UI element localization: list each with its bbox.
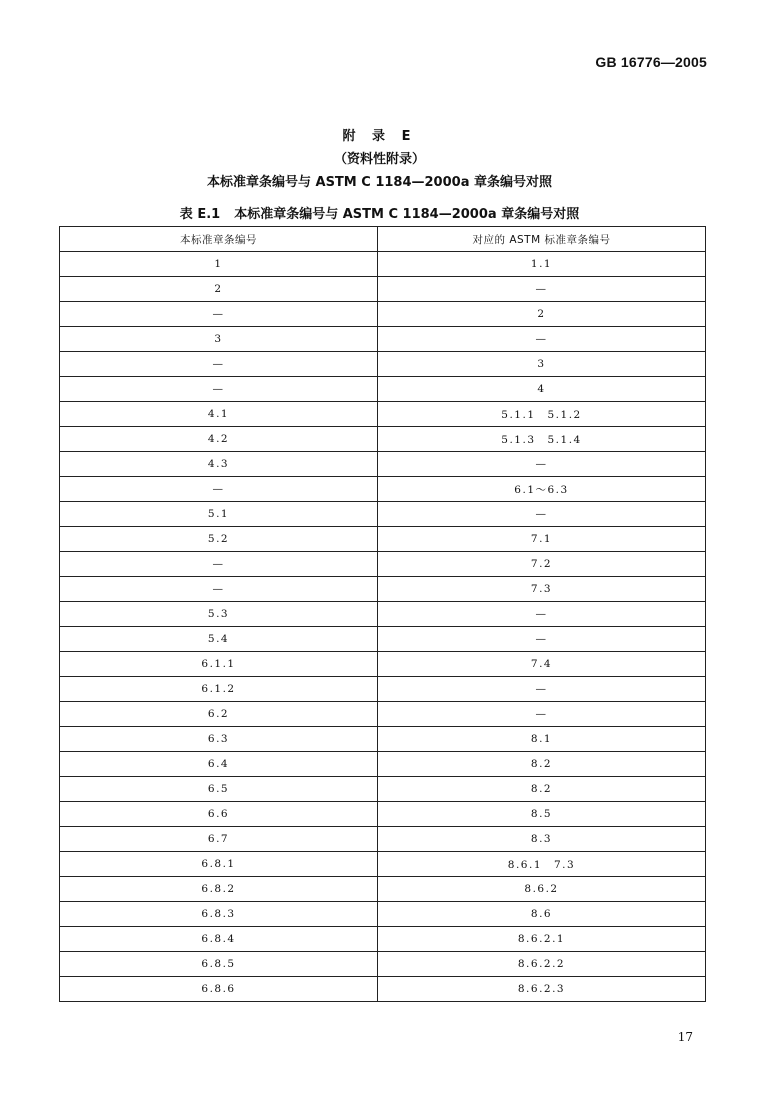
table-caption	[0, 203, 759, 222]
cell-astm-clause: —	[378, 702, 706, 727]
table-row	[60, 977, 706, 1002]
table-row	[60, 952, 706, 977]
annex-label: 附 录 E	[342, 129, 417, 144]
cell-astm-clause: 8.2	[378, 777, 706, 802]
cell-this-standard-clause: 6.1.2	[60, 677, 378, 702]
table-row	[60, 502, 706, 527]
table-header-row	[60, 227, 706, 252]
table-row	[60, 327, 706, 352]
cell-astm-clause: 3	[378, 352, 706, 377]
cell-astm-clause: 8.6.2	[378, 877, 706, 902]
cell-astm-clause: 4	[378, 377, 706, 402]
cell-astm-clause: —	[378, 502, 706, 527]
cell-this-standard-clause: 4.2	[60, 427, 378, 452]
cell-astm-clause: 7.3	[378, 577, 706, 602]
cell-astm-clause: 8.6.2.3	[378, 977, 706, 1002]
table-body	[60, 252, 706, 1002]
table-caption-title: 本标准章条编号与 ASTM C 1184—2000a 章条编号对照	[234, 207, 580, 222]
cell-this-standard-clause: —	[60, 477, 378, 502]
standard-code: GB 16776—2005	[595, 54, 707, 70]
table-row	[60, 827, 706, 852]
cell-this-standard-clause: 6.8.1	[60, 852, 378, 877]
table-row	[60, 302, 706, 327]
cell-this-standard-clause: 6.7	[60, 827, 378, 852]
cell-this-standard-clause: 2	[60, 277, 378, 302]
cell-astm-clause: 6.1～6.3	[378, 477, 706, 502]
table-row	[60, 277, 706, 302]
table-row	[60, 252, 706, 277]
cell-astm-clause: —	[378, 602, 706, 627]
cell-astm-clause: —	[378, 627, 706, 652]
cell-astm-clause: 1.1	[378, 252, 706, 277]
cell-astm-clause: 8.6.2.1	[378, 927, 706, 952]
table-caption-number: 表 E.1	[179, 207, 221, 222]
table-row	[60, 477, 706, 502]
table-row	[60, 377, 706, 402]
cell-astm-clause: 2	[378, 302, 706, 327]
cell-this-standard-clause: 6.8.5	[60, 952, 378, 977]
table-row	[60, 852, 706, 877]
table-row	[60, 877, 706, 902]
table-row	[60, 402, 706, 427]
table-row	[60, 452, 706, 477]
cell-this-standard-clause: 4.3	[60, 452, 378, 477]
table-row	[60, 677, 706, 702]
cell-astm-clause: 8.3	[378, 827, 706, 852]
table-row	[60, 777, 706, 802]
cell-this-standard-clause: 6.6	[60, 802, 378, 827]
table-row	[60, 652, 706, 677]
table-row	[60, 552, 706, 577]
cell-this-standard-clause: 6.3	[60, 727, 378, 752]
table-row	[60, 927, 706, 952]
cell-astm-clause: —	[378, 677, 706, 702]
cell-astm-clause: 5.1.1 5.1.2	[378, 402, 706, 427]
cell-this-standard-clause: 5.4	[60, 627, 378, 652]
cell-astm-clause: —	[378, 327, 706, 352]
table-row	[60, 802, 706, 827]
table-row	[60, 352, 706, 377]
table-row	[60, 627, 706, 652]
table-row	[60, 577, 706, 602]
cell-this-standard-clause: —	[60, 577, 378, 602]
cell-this-standard-clause: 1	[60, 252, 378, 277]
cell-astm-clause: 8.6.1 7.3	[378, 852, 706, 877]
cell-this-standard-clause: 6.8.6	[60, 977, 378, 1002]
table-row	[60, 427, 706, 452]
cell-this-standard-clause: 5.2	[60, 527, 378, 552]
table-row	[60, 602, 706, 627]
cell-this-standard-clause: 5.3	[60, 602, 378, 627]
cell-this-standard-clause: 6.5	[60, 777, 378, 802]
header-astm-standard: 对应的 ASTM 标准章条编号	[378, 227, 706, 252]
table-row	[60, 727, 706, 752]
cell-this-standard-clause: —	[60, 552, 378, 577]
clause-mapping-table	[59, 226, 706, 1002]
header-this-standard: 本标准章条编号	[60, 227, 378, 252]
cell-astm-clause: —	[378, 452, 706, 477]
cell-astm-clause: —	[378, 277, 706, 302]
cell-this-standard-clause: 6.1.1	[60, 652, 378, 677]
cell-this-standard-clause: 5.1	[60, 502, 378, 527]
table-row	[60, 902, 706, 927]
cell-this-standard-clause: 4.1	[60, 402, 378, 427]
table-row	[60, 752, 706, 777]
cell-this-standard-clause: 6.8.3	[60, 902, 378, 927]
cell-astm-clause: 7.2	[378, 552, 706, 577]
cell-astm-clause: 8.2	[378, 752, 706, 777]
annex-type: （资料性附录）	[333, 152, 425, 167]
cell-astm-clause: 7.4	[378, 652, 706, 677]
table-row	[60, 527, 706, 552]
cell-astm-clause: 8.5	[378, 802, 706, 827]
cell-astm-clause: 8.6.2.2	[378, 952, 706, 977]
cell-this-standard-clause: 3	[60, 327, 378, 352]
cell-this-standard-clause: —	[60, 352, 378, 377]
cell-this-standard-clause: —	[60, 377, 378, 402]
cell-this-standard-clause: 6.8.2	[60, 877, 378, 902]
cell-astm-clause: 7.1	[378, 527, 706, 552]
table-row	[60, 702, 706, 727]
annex-title: 本标准章条编号与 ASTM C 1184—2000a 章条编号对照	[206, 175, 552, 190]
page-number: 17	[677, 1030, 693, 1044]
cell-astm-clause: 8.6	[378, 902, 706, 927]
cell-astm-clause: 5.1.3 5.1.4	[378, 427, 706, 452]
cell-this-standard-clause: 6.2	[60, 702, 378, 727]
cell-astm-clause: 8.1	[378, 727, 706, 752]
cell-this-standard-clause: —	[60, 302, 378, 327]
cell-this-standard-clause: 6.4	[60, 752, 378, 777]
cell-this-standard-clause: 6.8.4	[60, 927, 378, 952]
